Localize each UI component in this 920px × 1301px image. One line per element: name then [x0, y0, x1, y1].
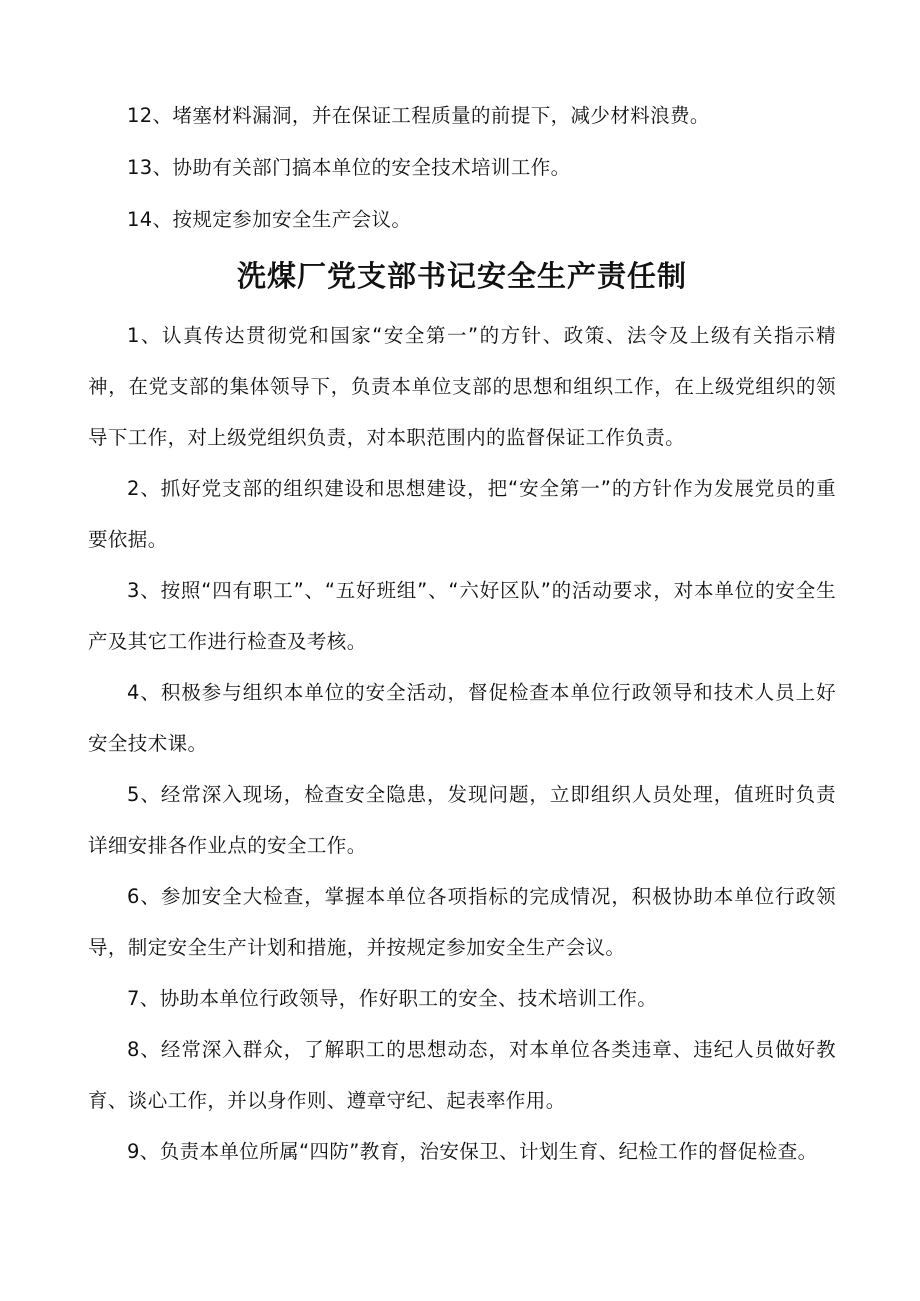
list-item: 2、抓好党支部的组织建设和思想建设，把“安全第一”的方针作为发展党员的重要依据。	[88, 477, 836, 551]
list-item: 1、认真传达贯彻党和国家“安全第一”的方针、政策、法令及上级有关指示精神，在党支部的集体领导下，负责本单位支部的思想和组织工作，在上级党组织的领导下工作，对上级党组织负责，对本职范围内的监督保证工作负责。	[88, 324, 836, 449]
document-title: 洗煤厂党支部书记安全生产责任制	[236, 259, 687, 293]
list-item: 5、经常深入现场，检查安全隐患，发现问题，立即组织人员处理，值班时负责详细安排各作业点的安全工作。	[88, 783, 836, 857]
list-item: 14、按规定参加安全生产会议。	[127, 208, 412, 231]
list-item: 6、参加安全大检查，掌握本单位各项指标的完成情况，积极协助本单位行政领导，制定安全生产计划和措施，并按规定参加安全生产会议。	[88, 885, 836, 959]
list-item: 9、负责本单位所属“四防”教育，治安保卫、计划生育、纪检工作的督促检查。	[127, 1140, 818, 1163]
list-item: 12、堵塞材料漏洞，并在保证工程质量的前提下，减少材料浪费。	[127, 104, 710, 127]
list-item: 8、经常深入群众，了解职工的思想动态，对本单位各类违章、违纪人员做好教育、谈心工作，并以身作则、遵章守纪、起表率作用。	[88, 1038, 836, 1112]
list-item: 4、积极参与组织本单位的安全活动，督促检查本单位行政领导和技术人员上好安全技术课。	[88, 681, 836, 755]
responsibility-list	[88, 310, 836, 1177]
list-item: 7、协助本单位行政领导，作好职工的安全、技术培训工作。	[127, 987, 658, 1010]
list-item: 13、协助有关部门搞本单位的安全技术培训工作。	[127, 156, 571, 179]
list-item: 3、按照“四有职工”、“五好班组”、“六好区队”的活动要求，对本单位的安全生产及其它工作进行检查及考核。	[88, 579, 836, 653]
previous-section-list	[88, 90, 836, 246]
